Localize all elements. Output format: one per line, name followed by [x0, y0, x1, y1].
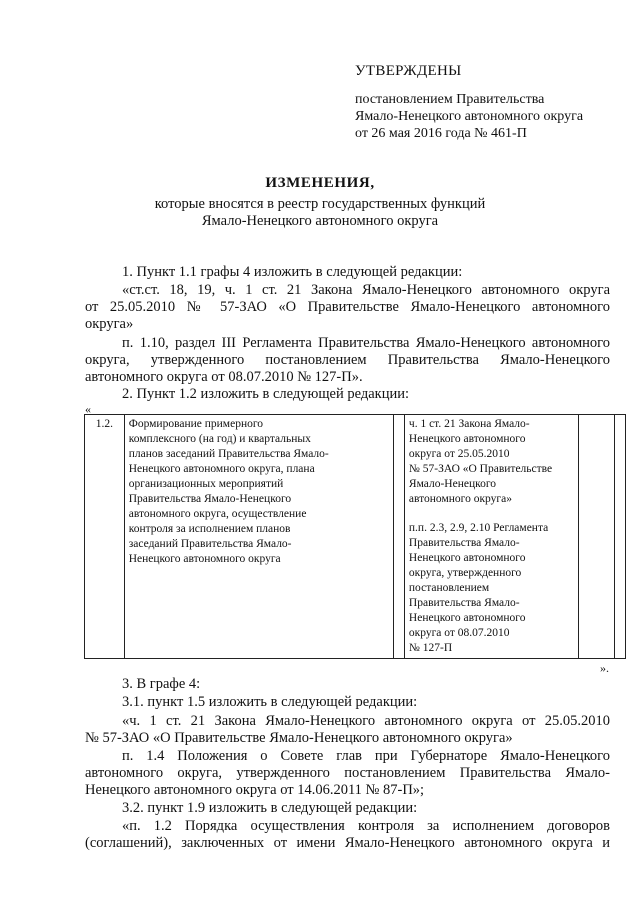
basis-line: округа, утвержденного [408, 567, 522, 579]
basis-line: постановлением [408, 582, 490, 594]
approval-line-1: постановлением Правительства [355, 92, 545, 107]
item3-sub1-p-line-3: Ненецкого автономного округа от 14.06.2011 № 87-П»; [85, 782, 425, 798]
item3-sub1-quote-line-2: № 57-ЗАО «О Правительстве Ямало-Ненецкого автономного округа» [85, 730, 513, 746]
legal-basis [404, 415, 578, 659]
function-description [124, 415, 393, 659]
basis-line: округа от 25.05.2010 [408, 448, 510, 460]
basis-line: ч. 1 ст. 21 Закона Ямало- [408, 418, 530, 430]
function-line: Правительства Ямало-Ненецкого [128, 493, 292, 505]
basis-line: № 57-ЗАО «О Правительстве [408, 463, 553, 475]
basis-line: Ненецкого автономного [408, 612, 526, 624]
function-line: планов заседаний Правительства Ямало- [128, 448, 329, 460]
item3-sub1-p-line-1: п. 1.4 Положения о Совете глав при Губернаторе Ямало-Ненецкого [122, 748, 610, 764]
basis-line: № 127-П [408, 642, 453, 654]
item1-p2-line-2: округа, утвержденного постановлением Правительства Ямало-Ненецкого [85, 352, 610, 368]
function-line: заседаний Правительства Ямало- [128, 538, 292, 550]
document-title: ИЗМЕНЕНИЯ, [265, 175, 375, 191]
item2-close-quote: ». [600, 661, 609, 675]
basis-spacer [409, 507, 574, 521]
item1-quote-line-1: «ст.ст. 18, 19, ч. 1 ст. 21 Закона Ямало-Ненецкого автономного округа [122, 282, 610, 298]
function-line: Формирование примерного [128, 418, 264, 430]
item1-quote-line-3: округа» [85, 316, 134, 332]
function-line: Ненецкого автономного округа [128, 553, 281, 565]
item1-p2-line-3: автономного округа от 08.07.2010 № 127-П». [85, 369, 363, 385]
empty-cell [579, 415, 615, 659]
basis-line: Правительства Ямало- [408, 597, 520, 609]
item3-sub1-heading: 3.1. пункт 1.5 изложить в следующей редакции: [122, 694, 418, 710]
function-line: автономного округа, осуществление [128, 508, 307, 520]
empty-cell [614, 415, 625, 659]
basis-line: Ненецкого автономного [408, 552, 526, 564]
item3-sub2-heading: 3.2. пункт 1.9 изложить в следующей редакции: [122, 800, 418, 816]
approval-line-3: от 26 мая 2016 года № 461-П [355, 126, 527, 141]
basis-line: автономного округа» [408, 493, 512, 505]
function-line: комплексного (на год) и квартальных [128, 433, 311, 445]
basis-line: Ненецкого автономного [408, 433, 526, 445]
item3-heading: 3. В графе 4: [122, 676, 201, 692]
basis-line: п.п. 2.3, 2.9, 2.10 Регламента [408, 522, 549, 534]
function-line: Ненецкого автономного округа, плана [128, 463, 315, 475]
approval-line-2: Ямало-Ненецкого автономного округа [355, 109, 584, 124]
item3-sub2-quote-line-1: «п. 1.2 Порядка осуществления контроля за исполнением договоров [122, 818, 610, 834]
table-row [85, 415, 626, 659]
item1-p2-line-1: п. 1.10, раздел III Регламента Правительства Ямало-Ненецкого автономного [122, 335, 610, 351]
item3-sub2-quote-line-2: (соглашений), заключенных от имени Ямало-Ненецкого автономного округа и [85, 835, 610, 851]
item3-sub1-p-line-2: автономного округа, утвержденного постановлением Правительства Ямало- [85, 765, 610, 781]
document-subtitle-1: которые вносятся в реестр государственных функций [154, 196, 486, 212]
item2-heading: 2. Пункт 1.2 изложить в следующей редакции: [122, 386, 410, 402]
document-subtitle-2: Ямало-Ненецкого автономного округа [201, 213, 439, 229]
approval-heading: УТВЕРЖДЕНЫ [355, 63, 462, 79]
item3-sub1-quote-line-1: «ч. 1 ст. 21 Закона Ямало-Ненецкого автономного округа от 25.05.2010 [122, 713, 610, 729]
function-line: контроля за исполнением планов [128, 523, 291, 535]
function-table [84, 414, 626, 659]
basis-line: Ямало-Ненецкого [408, 478, 497, 490]
row-number: 1.2. [85, 415, 125, 659]
item1-quote-line-2: от 25.05.2010 № 57-ЗАО «О Правительстве Ямало-Ненецкого автономного [85, 299, 610, 315]
item2-open-quote: « [85, 402, 91, 416]
function-line: организационных мероприятий [128, 478, 284, 490]
basis-line: Правительства Ямало- [408, 537, 520, 549]
empty-cell [393, 415, 404, 659]
basis-line: округа от 08.07.2010 [408, 627, 510, 639]
item1-heading: 1. Пункт 1.1 графы 4 изложить в следующей редакции: [122, 264, 463, 280]
